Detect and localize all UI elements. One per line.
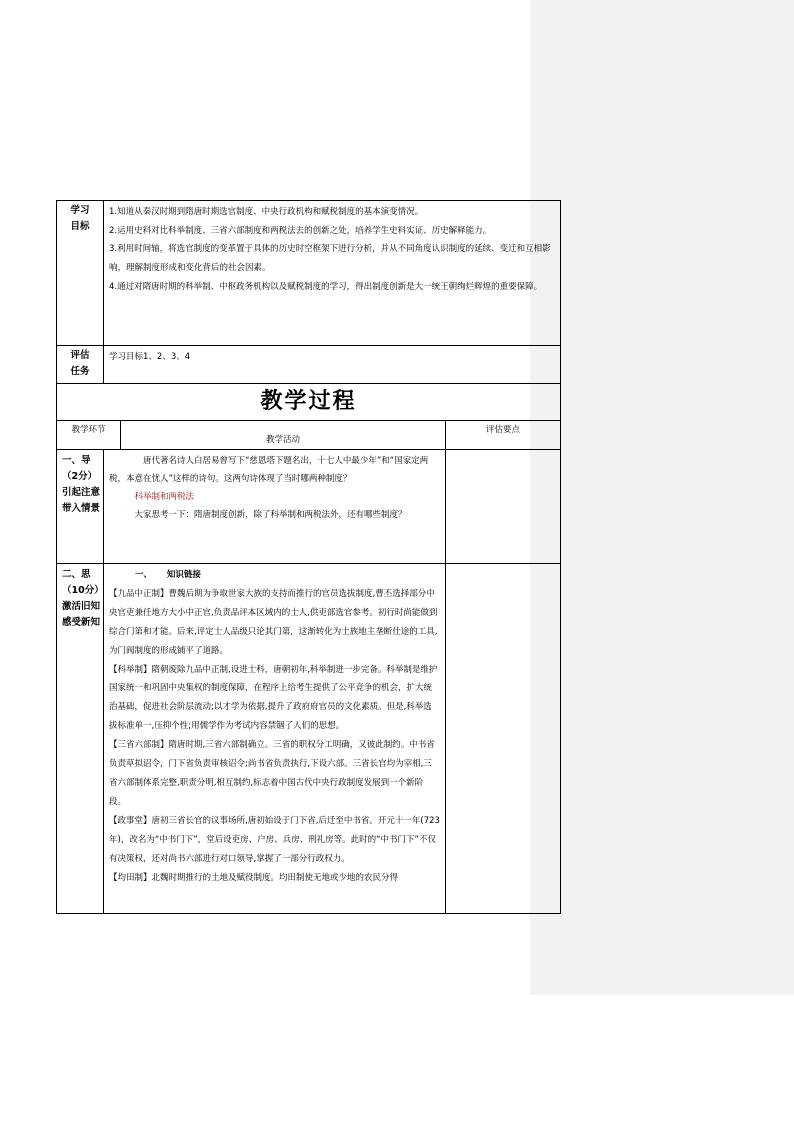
knowledge-paragraph: 【政事堂】唐初三省长官的议事场所,唐初始设于门下省,后迁至中书省。开元十一年(723年)，改名为“中书门下”，堂后设吏房、户房、兵房、刑礼房等。此时的“中书门下”不仅有决策权，还对尚书六部进行对口领导,掌握了一部分行政权力。 bbox=[109, 815, 440, 864]
lesson-plan-sheet bbox=[56, 200, 560, 914]
knowledge-paragraph: 【均田制】北魏时期推行的土地及赋役制度。均田制使无地或少地的农民分得 bbox=[109, 872, 399, 883]
intro-question: 大家思考一下：隋唐制度创新，除了科举制和两税法外，还有哪些制度？ bbox=[134, 510, 407, 520]
stage-label-intro: 一、导 （2分） 引起注意 带入情景 bbox=[57, 450, 104, 564]
assess-row bbox=[57, 346, 561, 384]
assess-content: 学习目标1、2、3、4 bbox=[104, 346, 561, 384]
knowledge-heading: 一、 知识链接 bbox=[135, 570, 201, 580]
goals-content bbox=[104, 201, 561, 346]
intro-answer: 科举制和两税法 bbox=[134, 492, 195, 502]
process-title: 教学过程 bbox=[57, 384, 561, 421]
knowledge-paragraph: 【九品中正制】曹魏后期为争取世家大族的支持而推行的官员选拔制度,曹丕选择部分中央官吏兼任地方大小中正官,负责品评本区域内的士人,供吏部选官参考。初行时尚能做到综合门第和才能。后来,评定士人品级只论其门第，这渐转化为士族地主垄断仕途的工具,为门阀制度的形成铺平了道路。 bbox=[109, 588, 438, 656]
stage-row-think bbox=[57, 564, 561, 914]
process-title-row bbox=[57, 384, 561, 421]
stage-activity-think bbox=[104, 564, 446, 914]
assess-label: 评估 任务 bbox=[57, 346, 104, 384]
stage-activity-intro bbox=[104, 450, 446, 564]
goal-item: 1.知道从秦汉时期到隋唐时期选官制度、中央行政机构和赋税制度的基本演变情况。 bbox=[109, 207, 424, 217]
goal-item: 2.运用史料对比科举制度、三省六部制度和两税法去的创新之处，培养学生史料实证、历史解释能力。 bbox=[109, 225, 492, 236]
lesson-plan-table bbox=[56, 200, 561, 914]
intro-text: 唐代著名诗人白居易曾写下“慈恩塔下题名出，十七人中最少年”和“国家定两税，本意在忧人”这样的诗句。这两句诗体现了当时哪两种制度？ bbox=[109, 456, 429, 484]
knowledge-paragraph: 【三省六部制】隋唐时期,三省六部制确立。三省的职权分工明确，又彼此制约。中书省负责草拟诏令，门下省负责审核诏令;尚书省负责执行,下设六部。三省长官均为宰相,三省六部制体系完整,职责分明,相互制约,标志着中国古代中央行政制度发展到一个新阶段。 bbox=[109, 740, 435, 807]
process-header-row bbox=[57, 421, 561, 450]
goal-item: 4.通过对隋唐时期的科举制、中枢政务机构以及赋税制度的学习，得出制度创新是大一统王朝绚烂辉煌的重要保障。 bbox=[109, 281, 543, 292]
col-header-eval: 评估要点 bbox=[446, 421, 561, 450]
goals-label: 学习 目标 bbox=[57, 201, 104, 346]
stage-label-think: 二、思 （10分） 激活旧知 感受新知 bbox=[57, 564, 104, 914]
comment-margin-panel bbox=[530, 0, 794, 995]
stage-eval-think bbox=[446, 564, 561, 914]
stage-row-intro bbox=[57, 450, 561, 564]
goal-item: 3.利用时间轴，将选官制度的变革置于具体的历史时空框架下进行分析，并从不同角度认识制度的延续、变迁和互相影响，理解制度形成和变化背后的社会因素。 bbox=[109, 244, 551, 274]
goals-row bbox=[57, 201, 561, 346]
stage-eval-intro bbox=[446, 450, 561, 564]
col-header-stage: 教学环节 bbox=[57, 421, 121, 450]
knowledge-paragraph: 【科举制】隋朝废除九品中正制,设进士科，唐朝初年,科举制进一步完备。科举制是维护国家统一和巩固中央集权的制度保障，在程序上给考生提供了公平竞争的机会，扩大统治基础，促进社会阶层流动;以才学为依据,提升了政府府官员的文化素质。但是,科举选拔标准单一,压抑个性;用儒学作为考试内容禁锢了人们的思想。 bbox=[109, 664, 438, 732]
col-header-activity: 教学活动 bbox=[121, 421, 446, 450]
